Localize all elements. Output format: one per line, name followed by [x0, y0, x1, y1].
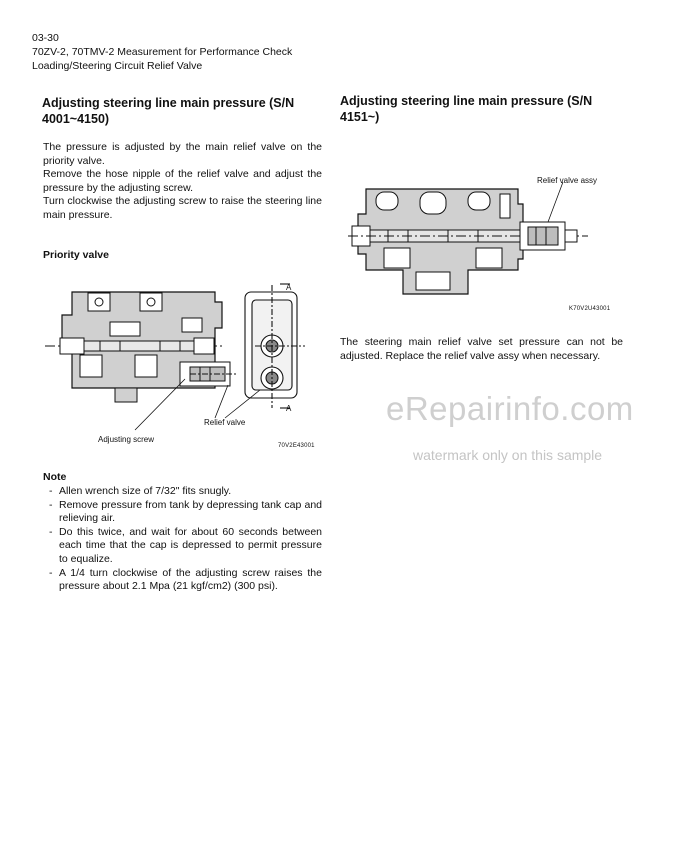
- relief-valve-assy-leader: [548, 182, 563, 222]
- header-model-line: 70ZV-2, 70TMV-2 Measurement for Performance Check: [32, 46, 293, 58]
- left-body-para-1: The pressure is adjusted by the main relief valve on the priority valve.: [43, 141, 322, 167]
- relief-valve-label: Relief valve: [204, 418, 246, 427]
- right-section-title: Adjusting steering line main pressure (S/N 4151~): [340, 94, 593, 124]
- relief-valve-assy-diagram: [348, 184, 588, 299]
- note-heading: Note: [43, 471, 67, 483]
- watermark-main: eRepairinfo.com: [386, 390, 634, 427]
- relief-valve-assy-figure-code: K70V2U43001: [569, 306, 611, 312]
- priority-valve-figure-code: 70V2E43001: [278, 443, 315, 449]
- note-item: - A 1/4 turn clockwise of the adjusting screw raises the pressure about 2.1 Mpa (21 kgf/cm2) (300 psi).: [45, 567, 322, 594]
- section-a-top-label: A: [286, 283, 292, 292]
- note-list: [45, 485, 322, 594]
- adjusting-screw-label: Adjusting screw: [98, 435, 155, 444]
- page-number: 03-30: [32, 32, 59, 44]
- relief-valve-assy-label: Relief valve assy: [537, 176, 598, 185]
- priority-valve-heading: Priority valve: [43, 249, 109, 261]
- relief-valve-leader-1: [215, 385, 228, 418]
- left-body-para-3: Turn clockwise the adjusting screw to raise the steering line main pressure.: [43, 195, 322, 221]
- header-section-line: Loading/Steering Circuit Relief Valve: [32, 60, 203, 72]
- note-item: - Do this twice, and wait for about 60 seconds between each time that the cap is depressed to permit pressure to equalize.: [45, 526, 322, 567]
- note-item: - Remove pressure from tank by depressing tank cap and relieving air.: [45, 499, 322, 526]
- left-body: [43, 141, 322, 223]
- left-section-title: Adjusting steering line main pressure (S/N 4001~4150): [42, 96, 295, 126]
- watermark-sub: watermark only on this sample: [413, 447, 603, 463]
- note-item: - Allen wrench size of 7/32" fits snugly.: [45, 485, 322, 499]
- left-body-para-2: Remove the hose nipple of the relief valve and adjust the pressure by the adjusting screw.: [43, 168, 322, 194]
- priority-valve-section-view: [245, 284, 305, 408]
- priority-valve-diagram: [40, 280, 330, 455]
- section-a-bottom-label: A: [286, 404, 292, 413]
- relief-valve-leader-2: [225, 390, 260, 418]
- right-body: The steering main relief valve set pressure can not be adjusted. Replace the relief valve assy when necessary.: [340, 336, 623, 362]
